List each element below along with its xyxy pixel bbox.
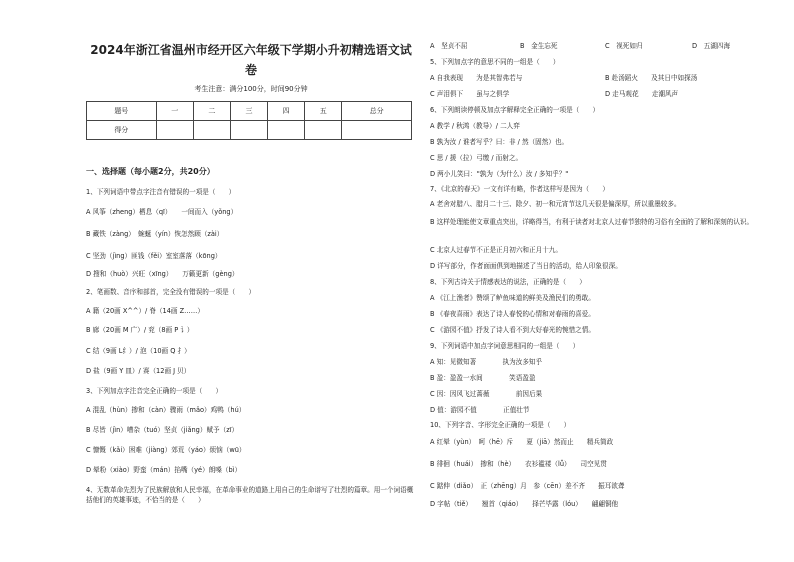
question-line: 4、无数革命先烈为了民族解放和人民幸福，在革命事业的道路上用自己的生命谱写了壮烈的篇章。用一个词语概括他们的英雄事迹，不恰当的是（ ） xyxy=(86,486,414,504)
option-line: D 搜和（huò）兴旺（xīng） 万籁更新（gèng） xyxy=(86,270,239,278)
option-line: C 因：因风飞过蔷薇 前因后果 xyxy=(430,390,543,398)
score-cell[interactable] xyxy=(268,121,305,140)
score-table xyxy=(86,101,412,140)
exam-title xyxy=(86,40,416,80)
question-line: 1、下列词语中带点字注音有错误的一项是（ ） xyxy=(86,188,236,196)
score-table-row xyxy=(87,121,412,140)
title-line-1: 2024年浙江省温州市经开区六年级下学期小升初精选语文试 xyxy=(90,43,412,57)
option-line: B 廊（20画 M 广）/ 兖（8画 P 讠） xyxy=(86,326,194,334)
option-line: C 结（9画 L纟）/ 泡（10画 Q 扌） xyxy=(86,347,191,355)
option-line: A 混乱（hùn）掺和（càn）骤雨（mǎo）鸡鸭（hú） xyxy=(86,406,246,414)
question-line: 6、下列朗读停顿及加点字解释完全正确的一项是（ ） xyxy=(430,106,600,114)
title-line-2: 卷 xyxy=(244,63,257,77)
option-line: D 走马观花 走潮风声 xyxy=(605,90,679,98)
option-line: B 金生忘死 xyxy=(520,42,558,50)
score-cell[interactable] xyxy=(230,121,267,140)
question-line: 5、下列加点字的意思不同的一组是（ ） xyxy=(430,58,560,66)
option-line: A 自我表现 为是其智弗若与 xyxy=(430,74,523,82)
option-line: A 风筝（zheng）栖息（qī） 一间而入（yǒng） xyxy=(86,208,238,216)
option-line: A 教学 / 秋鸿（教导）/ 二人弈 xyxy=(430,122,520,130)
option-line: B 《春夜喜雨》表达了诗人春悦的心情和对春雨的喜爱。 xyxy=(430,310,595,318)
option-line: C 北京人过春节不正是正月初六和正月十九。 xyxy=(430,246,562,254)
option-line: D 值：游园不值 正值壮节 xyxy=(430,406,530,414)
option-line: A 籍（20画 X^^）/ 脊（14画 Z……） xyxy=(86,307,204,315)
option-line: C 坚劲（jìng）匪钱（fěi）室室落落（kōng） xyxy=(86,252,222,260)
score-cell[interactable] xyxy=(305,121,342,140)
score-cell[interactable] xyxy=(156,121,193,140)
question-line: 10、下列字音、字形完全正确的一项是（ ） xyxy=(430,421,571,429)
score-header-cell: 总分 xyxy=(342,102,412,121)
option-line: B 赴汤蹈火 及其日中如探汤 xyxy=(605,74,698,82)
exam-notice: 考生注意：满分100分，时间90分钟 xyxy=(194,85,308,93)
score-header-cell: 题号 xyxy=(87,102,157,121)
option-line: C 《游园不值》抒发了诗人看不到大好春光的惋惜之情。 xyxy=(430,326,595,334)
score-header-cell: 四 xyxy=(268,102,305,121)
score-header-cell: 二 xyxy=(193,102,230,121)
option-line: A 《江上渔者》赞颂了鲈鱼味道的鲜美及渔民们的勇敢。 xyxy=(430,294,595,302)
option-line: D 晕粉（xiào）野蛮（mán）掐嘴（yé）朗嗓（bì） xyxy=(86,466,242,474)
option-line: D 两小儿笑曰："孰为（为什么）汝 / 多知乎？" xyxy=(430,170,569,178)
question-line: 8、下列古诗关于情感表达的说法，正确的是（ ） xyxy=(430,278,586,286)
option-line: D 五湖四海 xyxy=(692,42,731,50)
question-line: 9、下列词语中加点字词意思相同的一组是（ ） xyxy=(430,342,580,350)
option-line: D 详写部分，作者面面俱到地描述了当日的活动，给人印象很深。 xyxy=(430,262,622,270)
score-header-cell: 三 xyxy=(230,102,267,121)
option-line: A 老舍对腊八、腊月二十三、除夕、初一和元宵节这几天很是偏深厚，所以重墨较多。 xyxy=(430,200,681,208)
score-row-label: 得分 xyxy=(87,121,157,140)
option-line: B 徘徊（huái） 掺和（hè） 衣衫褴褛（lǚ） 司空见贯 xyxy=(430,460,607,468)
question-line: 2、笔画数、音序和部首，完全没有错误的一项是（ ） xyxy=(86,288,256,296)
option-line: B 盈：盈盈一水间 笑语盈盈 xyxy=(430,374,536,382)
score-table-header xyxy=(87,102,412,121)
option-line: B 孰为汝 / 谁者写乎？曰：非 / 然（固然）也。 xyxy=(430,138,569,146)
option-line: A 坚贞不屈 xyxy=(430,42,468,50)
option-line: C 声泪俱下 虽与之俱学 xyxy=(430,90,510,98)
score-cell[interactable] xyxy=(193,121,230,140)
option-line: B 这样处理能使文章重点突出，详略得当，有利于读者对北京人过春节独特的习俗有全面的了解和深刻的认识。 xyxy=(430,218,754,226)
score-cell[interactable] xyxy=(342,121,412,140)
question-line: 7、《北京的春天》一文有详有略，作者这样写是因为（ ） xyxy=(430,185,609,193)
option-line: B 藏铁（zàng） 蜿蜒（yín）恢怎然顾（zài） xyxy=(86,230,224,238)
score-header-cell: 五 xyxy=(305,102,342,121)
option-line: B 尽皆（jìn）嘈杂（tuó）坚贞（jiǎng）赋予（zī） xyxy=(86,426,239,434)
score-header-cell: 一 xyxy=(156,102,193,121)
option-line: C 慷慨（kǎi）困难（jiàng）郊荒（yáo）烦恼（wū） xyxy=(86,446,246,454)
option-line: C 视死如归 xyxy=(605,42,643,50)
question-line: 3、下列加点字注音完全正确的一项是（ ） xyxy=(86,387,223,395)
option-line: A 红晕（yùn） 呵（hē）斥 夏（jiā）然而止 精兵简政 xyxy=(430,438,614,446)
option-line: D 字帖（tiě） 翘首（qiáo） 择芒毕露（lóu） 翩翩铜他 xyxy=(430,500,619,508)
option-line: D 盐（9画 Y 皿）/ 赛（12画 J 贝） xyxy=(86,367,191,375)
option-line: C 思 / 援（拉）弓缴 / 而射之。 xyxy=(430,154,523,162)
option-line: A 知：见微知著 执为汝多知乎 xyxy=(430,358,543,366)
option-line: C 踮伸（diǎo） 正（zhēng）月 参（cēn）差不齐 振耳欲聋 xyxy=(430,482,625,490)
section-heading: 一、选择题（每小题2分，共20分） xyxy=(86,167,215,176)
